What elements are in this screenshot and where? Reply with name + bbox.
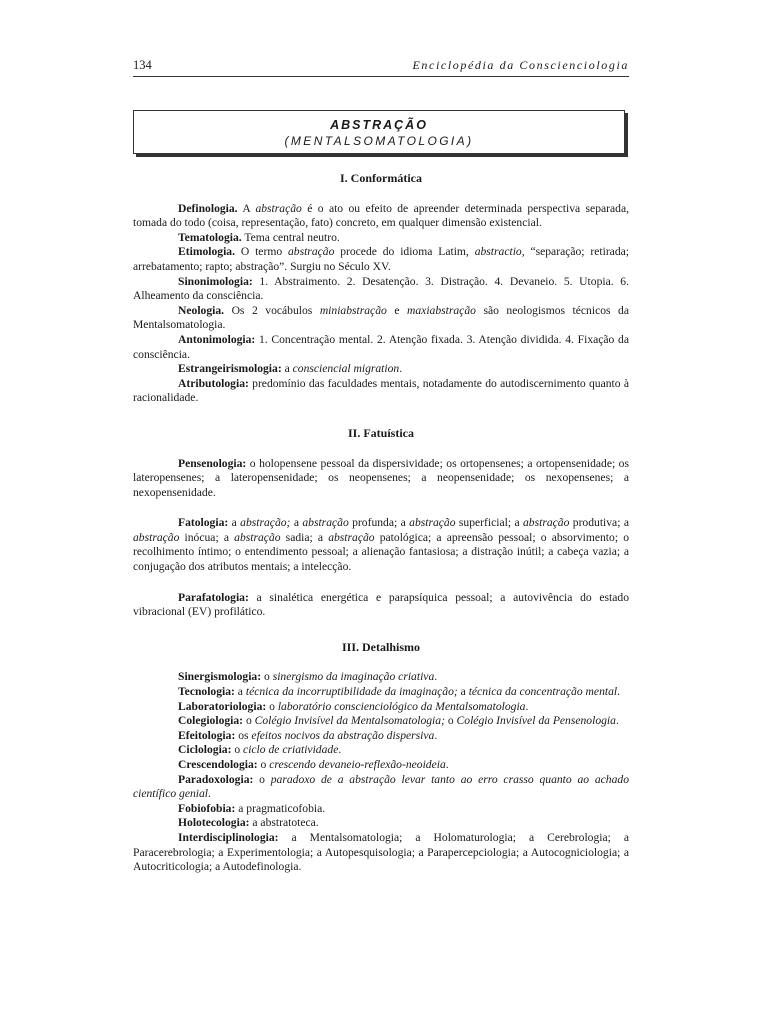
paragraph-sinergismologia: Sinergismologia: o sinergismo da imaginação criativa. — [178, 670, 438, 684]
paragraph-ciclologia: Ciclologia: o ciclo de criatividade. — [178, 743, 342, 757]
entry-title: ABSTRAÇÃO — [330, 118, 428, 132]
paragraph-interdisciplinologia: Interdisciplinologia: a Mentalsomatologia; a Holomaturologia; a Cerebrologia; a Paracerebrologia; a Experimentologia; a Autopesquisologia; a Parapercepciologia; a Autocogniciologia; a Autocriticologia; a Autodefinologia. — [133, 830, 629, 874]
entry-title-box — [133, 110, 625, 154]
paragraph-sinonimologia: Sinonimologia: 1. Abstraimento. 2. Desatenção. 3. Distração. 4. Devaneio. 5. Utopia. 6. Alheamento da consciência. — [133, 274, 629, 303]
entry-specialty: (MENTALSOMATOLOGIA) — [284, 133, 474, 148]
section-heading-detalhismo: III. Detalhismo — [341, 639, 420, 654]
paragraph-parafatologia: Parafatologia: a sinalética energética e parapsíquica pessoal; a autovivência do estado vibracional (EV) profilático. — [133, 590, 629, 619]
paragraph-fobiofobia: Fobiofobia: a pragmaticofobia. — [178, 801, 326, 815]
entry-content — [133, 171, 629, 875]
page-header — [133, 58, 629, 77]
paragraph-pensenologia: Pensenologia: o holopensene pessoal da dispersividade; os ortopensenes; a ortopensenidade; os lateropensenes; a lateropensenidade; os neopensenes; a neopensenidade; os nexopensenes; a nexopensenidade. — [133, 456, 629, 499]
section-heading-conformatica: I. Conformática — [340, 171, 422, 185]
paragraph-fatologia: Fatologia: a abstração; a abstração profunda; a abstração superficial; a abstração produtiva; a abstração inócua; a abstração sadia; a abstração patológica; a apreensão pessoal; o absorvimento; o recolhimento íntimo; o entendimento pessoal; a alienação fantasiosa; a distração inútil; a cabeça vazia; a conjugação dos atributos mentais; a intelecção. — [133, 516, 629, 574]
paragraph-holotecologia: Holotecologia: a abstratoteca. — [178, 816, 319, 830]
paragraph-etimologia: Etimologia. O termo abstração procede do idioma Latim, abstractio, “separação; retirada; arrebatamento; rapto; abstração”. Surgiu no Século XV. — [133, 245, 629, 273]
section-heading-fatuistica: II. Fatuística — [348, 425, 414, 440]
paragraph-tecnologia: Tecnologia: a técnica da incorruptibilidade da imaginação; a técnica da concentração mental. — [178, 685, 621, 699]
paragraph-paradoxologia: Paradoxologia: o paradoxo de a abstração levar tanto ao erro crasso quanto ao achado científico genial. — [133, 772, 629, 801]
paragraph-neologia: Neologia. Os 2 vocábulos miniabstração e maxiabstração são neologismos técnicos da Mentalsomatologia. — [133, 303, 629, 332]
paragraph-atributologia: Atributologia: predomínio das faculdades mentais, notadamente do autodiscernimento quanto à racionalidade. — [133, 376, 629, 405]
running-title: Enciclopédia da Conscienciologia — [412, 58, 629, 72]
page-number: 134 — [133, 58, 152, 72]
paragraph-crescendologia: Crescendologia: o crescendo devaneio-reflexão-neoideia. — [178, 758, 449, 771]
paragraph-definologia: Definologia. A abstração é o ato ou efeito de apreender determinada perspectiva separada, tomada do todo (coisa, representação, fato) concreto, em qualquer dimensão existencial. — [133, 201, 629, 230]
paragraph-laboratoriologia: Laboratoriologia: o laboratório conscienciológico da Mentalsomatologia. — [178, 699, 529, 713]
paragraph-tematologia: Tematologia. Tema central neutro. — [178, 230, 340, 244]
paragraph-colegiologia: Colegiologia: o Colégio Invisível da Mentalsomatologia; o Colégio Invisível da Pensenologia. — [178, 714, 619, 728]
paragraph-efeitologia: Efeitologia: os efeitos nocivos da abstração dispersiva. — [178, 728, 438, 742]
paragraph-antonimologia: Antonimologia: 1. Concentração mental. 2. Atenção fixada. 3. Atenção dividida. 4. Fixação da consciência. — [133, 332, 629, 361]
paragraph-estrangeirismologia: Estrangeirismologia: a consciencial migration. — [178, 362, 403, 376]
